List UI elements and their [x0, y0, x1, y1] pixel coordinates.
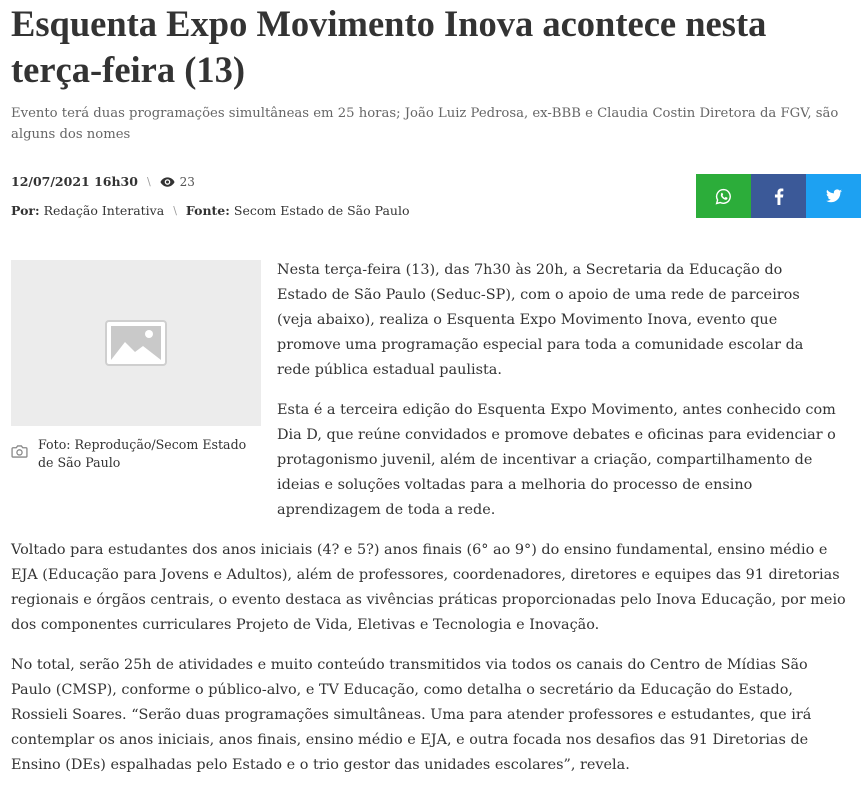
whatsapp-share-button[interactable]	[696, 174, 751, 218]
meta-separator: \	[146, 175, 151, 188]
author-label: Por:	[11, 203, 40, 218]
twitter-icon	[826, 189, 842, 203]
author-name[interactable]: Redação Interativa	[43, 203, 165, 218]
article-page	[11, 0, 861, 773]
whatsapp-icon	[715, 188, 732, 205]
article-subtitle: Evento terá duas programações simultâneas em 25 horas; João Luiz Pedrosa, ex-BBB e Claudia Costin Diretora da FGV, são alguns dos nomes	[11, 106, 839, 142]
paragraph: No total, serão 25h de atividades e muito conteúdo transmitidos via todos os canais do Centro de Mídias São Paulo (CMSP), conforme o público-alvo, e TV Educação, como detalha o secretário da Educação do Estado, Rossieli Soares. “Serão duas programações simultâneas. Uma para atender professores e estudantes, que irá contemplar os anos iniciais, anos finais, ensino médio e EJA, e outra focada nos desafios das 91 Diretorias de Ensino (DEs) espalhadas pelo Estado e o trio gestor das unidades escolares”, revela.	[11, 657, 812, 773]
share-buttons	[696, 174, 861, 218]
page-title: Esquenta Expo Movimento Inova acontece nesta terça-feira (13)	[11, 3, 767, 90]
meta-date-row	[11, 172, 195, 192]
eye-icon	[160, 176, 175, 188]
caption-text: Foto: Reprodução/Secom Estado de São Paulo	[38, 437, 247, 470]
meta-byline-row	[11, 201, 409, 221]
paragraph: Nesta terça-feira (13), das 7h30 às 20h, a Secretaria da Educação do Estado de São Paulo (Seduc-SP), com o apoio de uma rede de parceiros (veja abaixo), realiza o Esquenta Expo Movimento Inova, evento que promove uma programação especial para toda a comunidade escolar da rede pública estadual paulista.	[277, 262, 804, 378]
paragraph: Voltado para estudantes dos anos iniciais (4? e 5?) anos finais (6° ao 9°) do ensino fundamental, ensino médio e EJA (Educação para Jovens e Adultos), além de professores, coordenadores, diretores e equipes das 91 diretorias regionais e órgãos centrais, o evento destaca as vivências práticas proporcionadas pelo Inova Educação, por meio dos componentes curriculares Projeto de Vida, Eletivas e Tecnologia e Inovação.	[11, 542, 846, 633]
article-body	[11, 258, 861, 793]
meta-separator: \	[173, 204, 177, 217]
twitter-share-button[interactable]	[806, 174, 861, 218]
article-meta	[11, 172, 861, 222]
paragraph: Esta é a terceira edição do Esquenta Expo Movimento, antes conhecido com Dia D, que reúne convidados e promove debates e oficinas para evidenciar o protagonismo juvenil, além de incentivar a criação, compartilhamento de ideias e soluções voltadas para a melhoria do processo de ensino aprendizagem de toda a rede.	[277, 402, 836, 518]
source-label: Fonte:	[185, 203, 230, 218]
source-name: Secom Estado de São Paulo	[233, 203, 410, 218]
publish-date: 12/07/2021 16h30	[11, 174, 138, 189]
facebook-icon	[774, 188, 784, 205]
view-count: 23	[179, 175, 195, 189]
facebook-share-button[interactable]	[751, 174, 806, 218]
